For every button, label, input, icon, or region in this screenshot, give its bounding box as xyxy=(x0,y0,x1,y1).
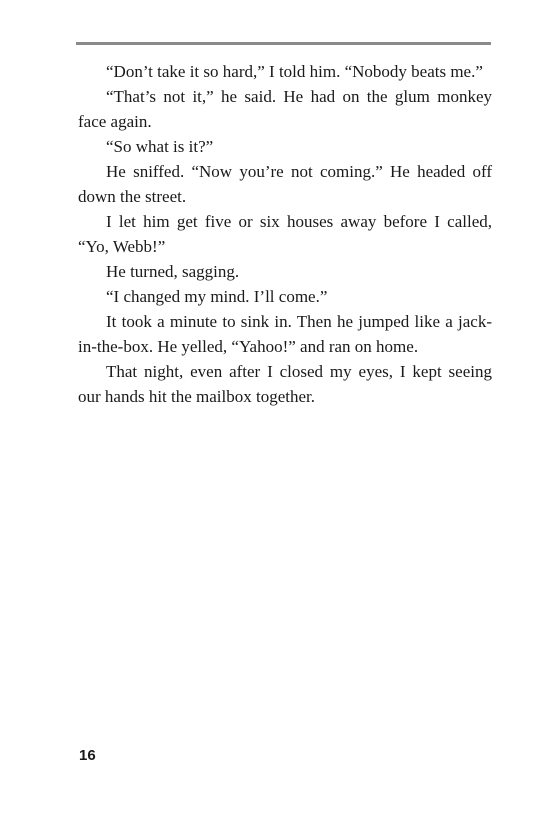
paragraph: That night, even after I closed my eyes, I kept seeing our hands hit the mailbox together. xyxy=(78,362,492,406)
paragraph: He sniffed. “Now you’re not coming.” He headed off down the street. xyxy=(78,162,492,206)
page-number: 16 xyxy=(79,747,96,764)
paragraph: He turned, sagging. xyxy=(106,262,240,281)
paragraph: It took a minute to sink in. Then he jumped like a jack-in-the-box. He yelled, “Yahoo!” and ran on home. xyxy=(78,312,492,356)
body-text xyxy=(78,59,492,409)
paragraph: I let him get five or six houses away before I called, “Yo, Webb!” xyxy=(78,212,492,256)
paragraph: “I changed my mind. I’ll come.” xyxy=(106,287,328,306)
paragraph: “That’s not it,” he said. He had on the glum monkey face again. xyxy=(78,87,492,131)
paragraph: “Don’t take it so hard,” I told him. “Nobody beats me.” xyxy=(106,62,483,81)
paragraph: “So what is it?” xyxy=(106,137,214,156)
header-rule xyxy=(76,42,491,45)
